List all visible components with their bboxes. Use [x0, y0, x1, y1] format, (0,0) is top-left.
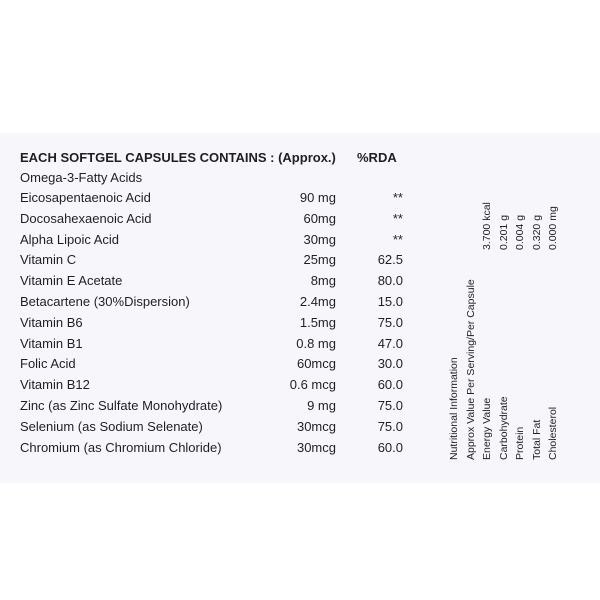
ingredient-amount: 0.6 mcg — [289, 377, 336, 393]
nutrition-value: 0.000 mg — [547, 206, 560, 250]
nutrition-label: Carbohydrate — [497, 396, 510, 460]
nutrition-label: Total Fat — [530, 419, 543, 460]
ingredient-rda: ** — [392, 231, 403, 247]
ingredient-name: Vitamin B6 — [20, 314, 83, 330]
nutrition-label: Protein — [514, 426, 527, 460]
ingredient-amount: 30mcg — [296, 439, 336, 455]
ingredient-rda: 62.5 — [377, 252, 403, 268]
ingredient-name: Vitamin B12 — [20, 377, 90, 393]
nutrition-title-row — [446, 160, 463, 460]
rda-column-heading: %RDA — [357, 150, 397, 165]
nutrition-value: 0.004 g — [514, 214, 527, 250]
ingredient-name: Eicosapentaenoic Acid — [20, 190, 151, 205]
ingredient-name: Alpha Lipoic Acid — [20, 231, 120, 247]
ingredient-rda: 75.0 — [377, 418, 403, 434]
ingredient-rda: 47.0 — [377, 335, 403, 351]
ingredient-amount: 0.8 mg — [296, 335, 336, 351]
ingredient-rda: 60.0 — [377, 439, 403, 455]
nutritional-information-panel — [446, 160, 562, 460]
ingredient-amount: 60mg — [303, 210, 336, 226]
ingredient-name: Chromium (as Chromium Chloride) — [20, 439, 222, 455]
ingredient-name: Vitamin E Acetate — [20, 273, 123, 289]
nutrition-label: Cholesterol — [547, 406, 560, 460]
ingredient-rda: 15.0 — [377, 294, 403, 309]
ingredient-amount: 2.4mg — [299, 294, 336, 309]
ingredient-name: Zinc (as Zinc Sulfate Monohydrate) — [20, 398, 223, 413]
nutrition-title: Nutritional Information — [448, 357, 461, 460]
omega-3-subheading: Omega-3-Fatty Acids — [20, 170, 143, 185]
ingredient-rda: ** — [392, 210, 403, 226]
nutrition-label: Energy Value — [481, 397, 494, 460]
ingredient-rda: 75.0 — [377, 314, 403, 330]
nutrition-row — [496, 160, 513, 460]
ingredient-name: Selenium (as Sodium Selenate) — [20, 418, 203, 434]
nutrition-value: 3.700 kcal — [481, 202, 494, 250]
nutrition-subtitle-row — [463, 160, 480, 460]
ingredient-rda: 80.0 — [377, 273, 403, 289]
ingredient-name: Folic Acid — [20, 356, 76, 372]
ingredient-rda: 30.0 — [377, 356, 403, 372]
ingredient-amount: 25mg — [303, 252, 336, 268]
nutrition-value: 0.320 g — [530, 214, 543, 250]
ingredient-amount: 30mcg — [296, 418, 336, 434]
ingredient-name: Betacartene (30%Dispersion) — [20, 294, 190, 309]
nutrition-subtitle: Approx Value Per Serving/Per Capsule — [464, 279, 477, 460]
composition-heading: EACH SOFTGEL CAPSULES CONTAINS : (Approx.) — [20, 150, 336, 165]
nutrition-value: 0.201 g — [497, 214, 510, 250]
ingredient-name: Vitamin B1 — [20, 335, 83, 351]
ingredient-rda: ** — [392, 190, 403, 205]
ingredient-amount: 9 mg — [307, 398, 336, 413]
nutrition-row — [545, 160, 562, 460]
ingredient-amount: 60mcg — [296, 356, 336, 372]
ingredient-amount: 8mg — [310, 273, 336, 289]
ingredient-amount: 90 mg — [299, 190, 336, 205]
ingredient-rda: 75.0 — [377, 398, 403, 413]
nutrition-row — [529, 160, 546, 460]
nutrition-row — [479, 160, 496, 460]
ingredient-name: Docosahexaenoic Acid — [20, 210, 152, 226]
ingredient-amount: 1.5mg — [299, 314, 336, 330]
ingredient-rda: 60.0 — [377, 377, 403, 393]
ingredient-name: Vitamin C — [20, 252, 77, 268]
nutrition-row — [512, 160, 529, 460]
ingredient-amount: 30mg — [303, 231, 336, 247]
